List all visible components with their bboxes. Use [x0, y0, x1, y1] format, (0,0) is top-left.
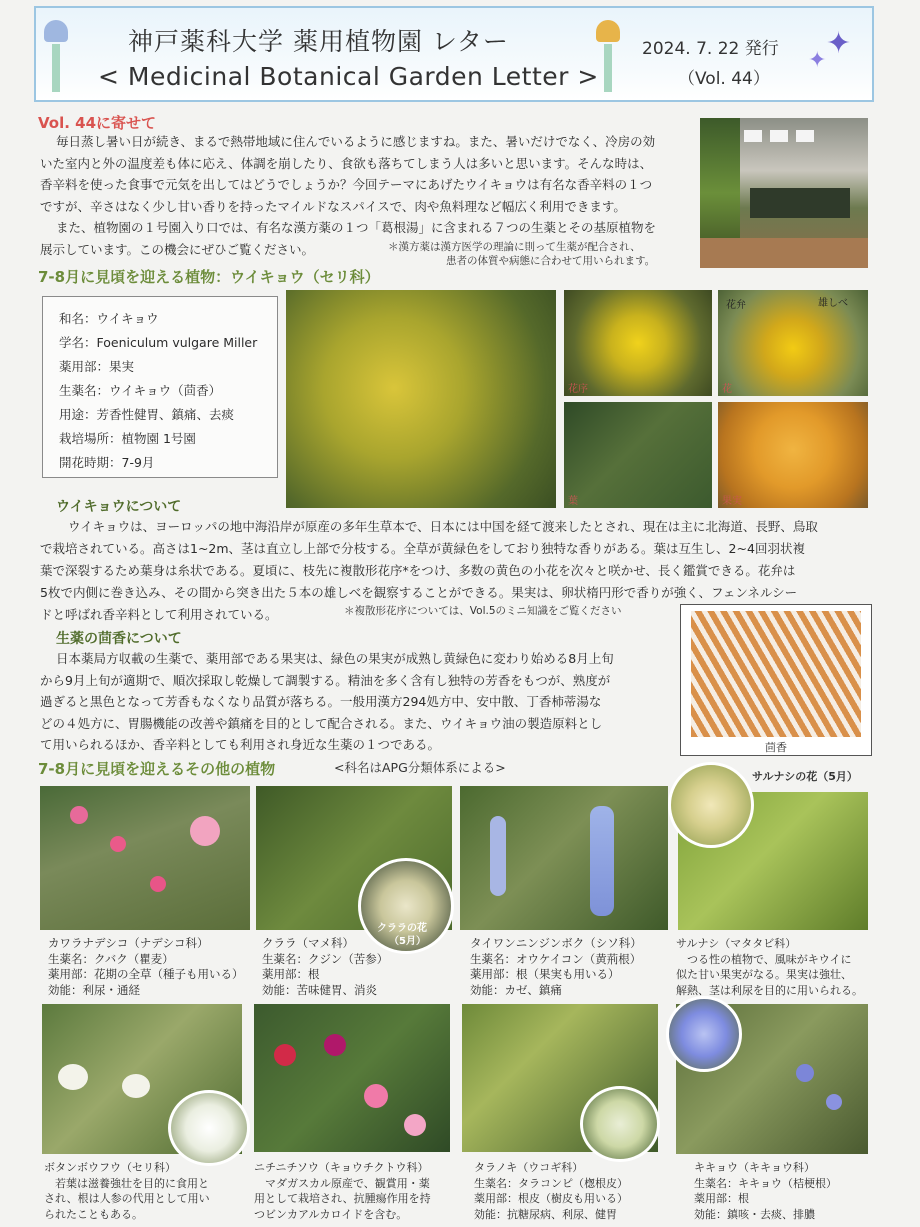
fennel-seed-photo: [691, 611, 861, 737]
balloon-flower-icon: ✦: [826, 26, 852, 61]
info-usage: 用途：芳香性健胃、鎮痛、去痰: [59, 407, 235, 422]
nichinichiso-photo: [254, 1004, 450, 1152]
info-medicinal-part: 薬用部：果実: [59, 359, 135, 374]
fennel-seed-box: [680, 604, 872, 756]
kurara-flower-label: クララの花: [377, 923, 427, 934]
botanbofu-flower-inset: [168, 1090, 250, 1166]
label-stamen: 雄しべ: [818, 298, 848, 309]
others-subheading: <科名はAPG分類体系による>: [334, 760, 506, 775]
plant-caption-botanbofu: ボタンボウフウ（セリ科） 若葉は滋養強壮を目的に食用と され、根は人参の代用として用い られたこともある。: [44, 1161, 210, 1221]
fennel-flower-photo: [718, 290, 868, 396]
info-location: 栽培場所：植物園 1号園: [59, 431, 196, 446]
issue-date: 2024. 7. 22 発行: [642, 39, 779, 59]
taranoki-flower-inset: [580, 1086, 660, 1162]
plant-caption-taranoki: タラノキ（ウコギ科） 生薬名：タラコンピ（楤根皮） 薬用部：根皮（樹皮も用いる） 効能：抗糖尿病、利尿、健胃: [474, 1161, 628, 1221]
sarunashi-flower-inset: [668, 762, 754, 848]
wind-chime-icon: [42, 14, 70, 94]
info-japanese-name: 和名：ウイキョウ: [59, 311, 159, 326]
about-paragraph: ウイキョウは、ヨーロッパの地中海沿岸が原産の多年生草本で、日本には中国を経て渡来したとされ、現在は主に北海道、長野、鳥取 で栽培されている。高さは1~2m、茎は直立し上部で分枝する。全草が黄緑色をしており独特な香りがある。葉は互生し、2~4回羽状複 葉で深裂するため葉身は糸状である。夏頃に、枝先に複散形花序*をつけ、多数の黄色の小花を次々と咲かせ、長く鑑賞できる。花弁は 5枚で内側に巻き込み、その間から突き出た５本の雄しべを観察することができる。果実は、卵状楕円形で香りが強く、フェンネルシー ドと呼ばれ香辛料として利用されている。: [40, 519, 818, 622]
info-crude-drug: 生薬名：ウイキョウ（茴香）: [59, 383, 222, 398]
plant-caption-kikyo: キキョウ（キキョウ科） 生薬名：キキョウ（桔梗根） 薬用部：根 効能：鎮咳・去痰、排膿: [694, 1161, 837, 1221]
label-fruit: 果実: [722, 496, 742, 507]
crude-drug-paragraph: 日本薬局方収載の生薬で、薬用部である果実は、緑色の果実が成熟し黄緑色に変わり始める8月上旬 から9月上旬が適期で、順次採取し乾燥して調製する。精油を多く含有し独特の芳香をもつが、熟度が 過ぎると黒色となって芳香もなくなり品質が落ちる。一般用漢方294処方中、安中散、丁香柿蒂湯な どの４処方に、胃腸機能の改善や鎮痛を目的として配合される。また、ウイキョウ油の製造原料とし て用いられるほか、香辛料としても利用され身近な生薬の１つである。: [40, 651, 614, 752]
info-bloom: 開花時期：7-9月: [59, 455, 155, 470]
crude-drug-heading: 生薬の茴香について: [56, 631, 182, 647]
intro-note: ＊漢方薬は漢方医学の理論に則って生薬が配合され、 患者の体質や病態に合わせて用いられます。: [388, 241, 656, 267]
issue-volume: （Vol. 44）: [678, 69, 770, 89]
label-leaf: 葉: [568, 496, 578, 507]
title-english: < Medicinal Botanical Garden Letter >: [98, 62, 599, 91]
kurara-flower-month: （5月）: [389, 936, 426, 947]
others-heading: 7-8月に見頃を迎えるその他の植物: [38, 760, 276, 778]
fennel-inflorescence-photo: [564, 290, 712, 396]
label-inflorescence: 花序: [568, 384, 588, 395]
about-heading: ウイキョウについて: [56, 499, 182, 515]
info-scientific-name: 学名：Foeniculum vulgare Miller: [59, 335, 258, 350]
plant-caption-taiwanninjinboku: タイワンニンジンボク（シソ科） 生薬名：オウケイコン（黄荊根） 薬用部：根（果実も用いる） 効能：カゼ、鎮痛: [470, 936, 642, 997]
intro-heading: Vol. 44に寄せて: [38, 114, 157, 132]
feature-heading: 7-8月に見頃を迎える植物：ウイキョウ（セリ科）: [38, 268, 380, 286]
plant-info-box: [42, 296, 278, 478]
seed-label: 茴香: [765, 741, 787, 754]
plant-caption-kurara: クララ（マメ科） 生薬名：クジン（苦参） 薬用部：根 効能：苦味健胃、消炎: [262, 936, 389, 997]
fennel-plant-photo: [286, 290, 556, 508]
intro-paragraph: 毎日蒸し暑い日が続き、まるで熱帯地域に住んでいるように感じますね。また、暑いだけでなく、冷房の効 いた室内と外の温度差も体に応え、体調を崩したり、食欲も落ちてしまう人は多いと思います。そんな時は、 香辛料を使った食事で元気を出してはどうでしょうか？今回テーマにあげたウイキョウは有名な香辛料の１つ ですが、辛さはなく少し甘い香りを持ったマイルドなスパイスで、肉や魚料理など幅広く利用できます。 また、植物園の１号園入り口では、有名な漢方薬の１つ「葛根湯」に含まれる７つの生薬とその基原植物を 展示しています。この機会にぜひご覧ください。: [40, 134, 657, 257]
sarunashi-flower-label: サルナシの花（5月）: [752, 770, 858, 783]
fennel-leaf-photo: [564, 402, 712, 508]
title-japanese: 神戸薬科大学 薬用植物園 レター: [128, 27, 509, 56]
kikyo-flower-inset: [666, 996, 742, 1072]
plant-caption-sarunashi: サルナシ（マタタビ科） つる性の植物で、風味がキウイに 似た甘い果実がなる。果実は強壮、 解熱、茎は利尿を目的に用いられる。: [676, 937, 863, 997]
kawaranadeshiko-photo: [40, 786, 250, 930]
header-banner: [34, 6, 874, 102]
label-petal: 花弁: [726, 300, 746, 311]
plant-caption-nichinichiso: ニチニチソウ（キョウチクトウ科） マダガスカル原産で、観賞用・薬 用として栽培され、抗腫瘍作用を持 つビンカアルカロイドを含む。: [254, 1161, 431, 1221]
balloon-flower-icon: ✦: [808, 48, 827, 73]
taiwanninjinboku-photo: [460, 786, 668, 930]
garden-display-photo: [700, 118, 868, 268]
fennel-fruit-photo: [718, 402, 868, 508]
label-flower: 花: [722, 384, 732, 395]
about-note: ＊複散形花序については、Vol.5のミニ知識をご覧ください: [344, 605, 622, 617]
plant-caption-kawaranadeshiko: カワラナデシコ（ナデシコ科） 生薬名：クバク（瞿麦） 薬用部：花期の全草（種子も用いる） 効能：利尿・通経: [48, 936, 244, 997]
